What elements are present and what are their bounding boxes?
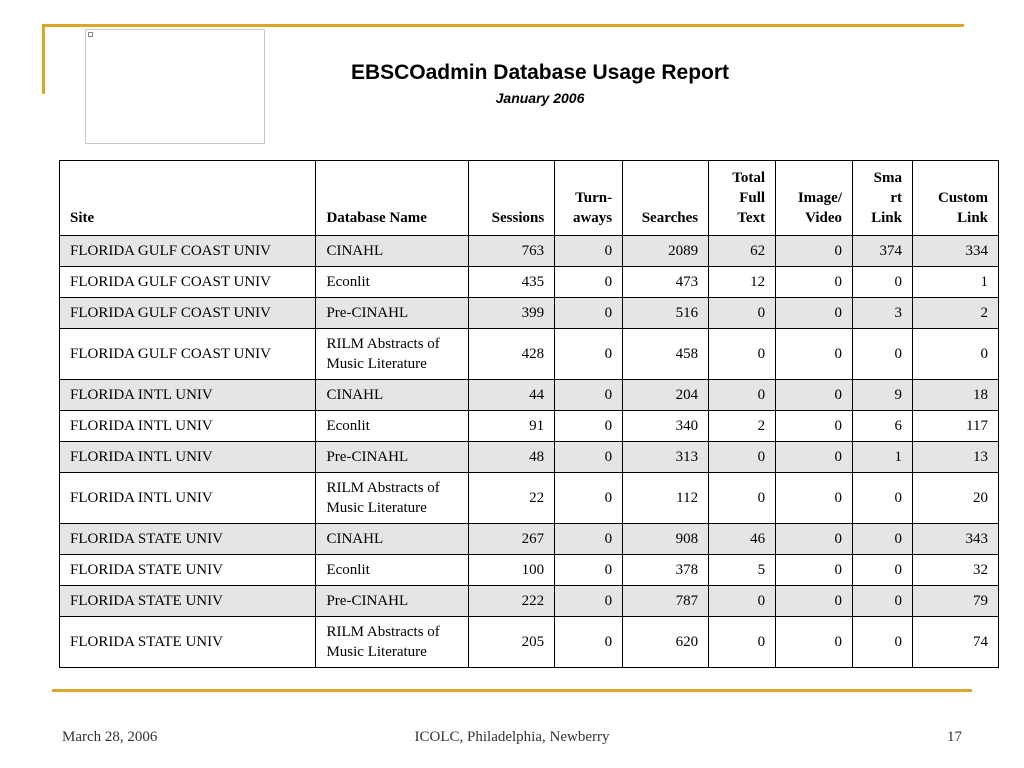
header-total-full-text <box>709 161 776 236</box>
table-row <box>60 380 999 411</box>
database-name-line: Econlit <box>326 274 370 290</box>
database-name-line: Econlit <box>326 418 370 434</box>
cell-smart-link: 0 <box>853 329 913 380</box>
cell-sessions: 435 <box>469 267 555 298</box>
cell-turnaways: 0 <box>555 411 623 442</box>
database-name-line: Music Literature <box>326 500 427 516</box>
database-name-line: RILM Abstracts of <box>326 336 440 352</box>
cell-site: FLORIDA GULF COAST UNIV <box>60 298 316 329</box>
cell-image-video: 0 <box>776 236 853 267</box>
cell-site: FLORIDA INTL UNIV <box>60 411 316 442</box>
cell-sessions: 763 <box>469 236 555 267</box>
cell-sessions: 48 <box>469 442 555 473</box>
cell-site: FLORIDA GULF COAST UNIV <box>60 267 316 298</box>
cell-custom-link: 32 <box>912 555 998 586</box>
cell-image-video: 0 <box>776 586 853 617</box>
cell-custom-link: 343 <box>912 524 998 555</box>
cell-smart-link: 0 <box>853 267 913 298</box>
cell-smart-link: 374 <box>853 236 913 267</box>
cell-total-full-text: 5 <box>709 555 776 586</box>
cell-database-name <box>316 555 469 586</box>
cell-turnaways: 0 <box>555 473 623 524</box>
cell-sessions: 399 <box>469 298 555 329</box>
cell-searches: 787 <box>623 586 709 617</box>
header-smart-link-line: Sma <box>873 170 902 186</box>
database-name-line: Econlit <box>326 562 370 578</box>
database-name-line: Music Literature <box>326 644 427 660</box>
header-total-full-text-line: Text <box>737 210 766 226</box>
cell-custom-link: 74 <box>912 617 998 668</box>
cell-turnaways: 0 <box>555 380 623 411</box>
table-row <box>60 236 999 267</box>
cell-searches: 340 <box>623 411 709 442</box>
cell-searches: 473 <box>623 267 709 298</box>
cell-database-name <box>316 329 469 380</box>
cell-site: FLORIDA GULF COAST UNIV <box>60 329 316 380</box>
cell-smart-link: 0 <box>853 473 913 524</box>
cell-smart-link: 0 <box>853 555 913 586</box>
database-name-line: Pre-CINAHL <box>326 305 409 321</box>
cell-custom-link: 2 <box>912 298 998 329</box>
cell-turnaways: 0 <box>555 555 623 586</box>
table-row <box>60 586 999 617</box>
broken-image-placeholder <box>85 29 265 144</box>
cell-total-full-text: 46 <box>709 524 776 555</box>
header-smart-link-line: rt <box>890 190 902 206</box>
cell-database-name <box>316 473 469 524</box>
header-total-full-text-line: Total <box>732 170 766 186</box>
cell-custom-link: 20 <box>912 473 998 524</box>
cell-sessions: 91 <box>469 411 555 442</box>
cell-image-video: 0 <box>776 298 853 329</box>
table-row <box>60 442 999 473</box>
cell-turnaways: 0 <box>555 298 623 329</box>
cell-searches: 908 <box>623 524 709 555</box>
cell-image-video: 0 <box>776 473 853 524</box>
cell-custom-link: 1 <box>912 267 998 298</box>
cell-custom-link: 0 <box>912 329 998 380</box>
page-title: EBSCOadmin Database Usage Report <box>350 61 730 84</box>
cell-image-video: 0 <box>776 617 853 668</box>
cell-sessions: 267 <box>469 524 555 555</box>
cell-sessions: 44 <box>469 380 555 411</box>
table-row <box>60 411 999 442</box>
cell-searches: 313 <box>623 442 709 473</box>
cell-sessions: 205 <box>469 617 555 668</box>
header-smart-link <box>853 161 913 236</box>
cell-smart-link: 0 <box>853 586 913 617</box>
database-name-line: RILM Abstracts of <box>326 624 440 640</box>
cell-searches: 2089 <box>623 236 709 267</box>
cell-sessions: 100 <box>469 555 555 586</box>
cell-smart-link: 3 <box>853 298 913 329</box>
cell-site: FLORIDA STATE UNIV <box>60 617 316 668</box>
table-row <box>60 329 999 380</box>
table-body <box>60 236 999 668</box>
database-name-line: CINAHL <box>326 387 384 403</box>
cell-turnaways: 0 <box>555 586 623 617</box>
cell-searches: 458 <box>623 329 709 380</box>
cell-custom-link: 117 <box>912 411 998 442</box>
table-row <box>60 555 999 586</box>
table-row <box>60 267 999 298</box>
cell-turnaways: 0 <box>555 442 623 473</box>
cell-total-full-text: 0 <box>709 617 776 668</box>
header-turnaways-line: Turn- <box>575 190 613 206</box>
cell-smart-link: 0 <box>853 524 913 555</box>
cell-image-video: 0 <box>776 524 853 555</box>
cell-searches: 378 <box>623 555 709 586</box>
cell-site: FLORIDA STATE UNIV <box>60 524 316 555</box>
cell-total-full-text: 0 <box>709 298 776 329</box>
cell-smart-link: 1 <box>853 442 913 473</box>
cell-turnaways: 0 <box>555 329 623 380</box>
cell-site: FLORIDA STATE UNIV <box>60 586 316 617</box>
cell-searches: 516 <box>623 298 709 329</box>
cell-searches: 204 <box>623 380 709 411</box>
cell-site: FLORIDA INTL UNIV <box>60 473 316 524</box>
cell-database-name <box>316 267 469 298</box>
header-smart-link-line: Link <box>871 210 902 226</box>
header-total-full-text-line: Full <box>739 190 766 206</box>
header-custom-link-line: Custom <box>937 190 988 206</box>
broken-image-icon <box>88 32 93 37</box>
cell-database-name <box>316 380 469 411</box>
cell-total-full-text: 12 <box>709 267 776 298</box>
database-name-line: Pre-CINAHL <box>326 593 409 609</box>
cell-smart-link: 6 <box>853 411 913 442</box>
table-row <box>60 524 999 555</box>
cell-total-full-text: 2 <box>709 411 776 442</box>
cell-total-full-text: 0 <box>709 586 776 617</box>
cell-custom-link: 334 <box>912 236 998 267</box>
cell-total-full-text: 62 <box>709 236 776 267</box>
bottom-gold-rule <box>52 689 972 692</box>
cell-database-name <box>316 411 469 442</box>
cell-turnaways: 0 <box>555 236 623 267</box>
cell-custom-link: 18 <box>912 380 998 411</box>
database-name-line: CINAHL <box>326 243 384 259</box>
usage-report-table <box>59 160 999 668</box>
cell-site: FLORIDA INTL UNIV <box>60 380 316 411</box>
cell-image-video: 0 <box>776 411 853 442</box>
cell-searches: 620 <box>623 617 709 668</box>
top-gold-rule <box>42 24 964 27</box>
cell-database-name <box>316 298 469 329</box>
cell-site: FLORIDA GULF COAST UNIV <box>60 236 316 267</box>
cell-database-name <box>316 442 469 473</box>
cell-sessions: 428 <box>469 329 555 380</box>
header-turnaways <box>555 161 623 236</box>
header-image-video-line: Image/ <box>797 190 843 206</box>
cell-custom-link: 79 <box>912 586 998 617</box>
cell-total-full-text: 0 <box>709 380 776 411</box>
cell-sessions: 222 <box>469 586 555 617</box>
cell-searches: 112 <box>623 473 709 524</box>
left-gold-rule <box>42 24 45 94</box>
header-custom-link-line: Link <box>957 210 988 226</box>
cell-site: FLORIDA STATE UNIV <box>60 555 316 586</box>
cell-total-full-text: 0 <box>709 442 776 473</box>
cell-image-video: 0 <box>776 555 853 586</box>
slide-number: 17 <box>947 729 962 745</box>
cell-database-name <box>316 617 469 668</box>
header-image-video-line: Video <box>805 210 843 226</box>
page-subtitle: January 2006 <box>495 90 585 106</box>
header-database-name: Database Name <box>316 161 469 236</box>
cell-turnaways: 0 <box>555 267 623 298</box>
cell-total-full-text: 0 <box>709 329 776 380</box>
table-row <box>60 473 999 524</box>
cell-total-full-text: 0 <box>709 473 776 524</box>
cell-custom-link: 13 <box>912 442 998 473</box>
cell-sessions: 22 <box>469 473 555 524</box>
table-header-row <box>60 161 999 236</box>
cell-turnaways: 0 <box>555 524 623 555</box>
cell-site: FLORIDA INTL UNIV <box>60 442 316 473</box>
header-image-video <box>776 161 853 236</box>
database-name-line: RILM Abstracts of <box>326 480 440 496</box>
footer-date: March 28, 2006 <box>62 729 158 745</box>
footer-presentation: ICOLC, Philadelphia, Newberry <box>414 729 610 745</box>
cell-turnaways: 0 <box>555 617 623 668</box>
table-row <box>60 617 999 668</box>
header-site: Site <box>60 161 316 236</box>
header-sessions: Sessions <box>469 161 555 236</box>
header-custom-link <box>912 161 998 236</box>
cell-database-name <box>316 236 469 267</box>
image-alt-text <box>95 31 260 35</box>
database-name-line: Pre-CINAHL <box>326 449 409 465</box>
database-name-line: Music Literature <box>326 356 427 372</box>
table-row <box>60 298 999 329</box>
cell-smart-link: 0 <box>853 617 913 668</box>
cell-image-video: 0 <box>776 442 853 473</box>
cell-image-video: 0 <box>776 267 853 298</box>
cell-image-video: 0 <box>776 329 853 380</box>
header-turnaways-line: aways <box>572 210 613 226</box>
cell-database-name <box>316 524 469 555</box>
cell-database-name <box>316 586 469 617</box>
cell-smart-link: 9 <box>853 380 913 411</box>
header-searches: Searches <box>623 161 709 236</box>
cell-image-video: 0 <box>776 380 853 411</box>
database-name-line: CINAHL <box>326 531 384 547</box>
